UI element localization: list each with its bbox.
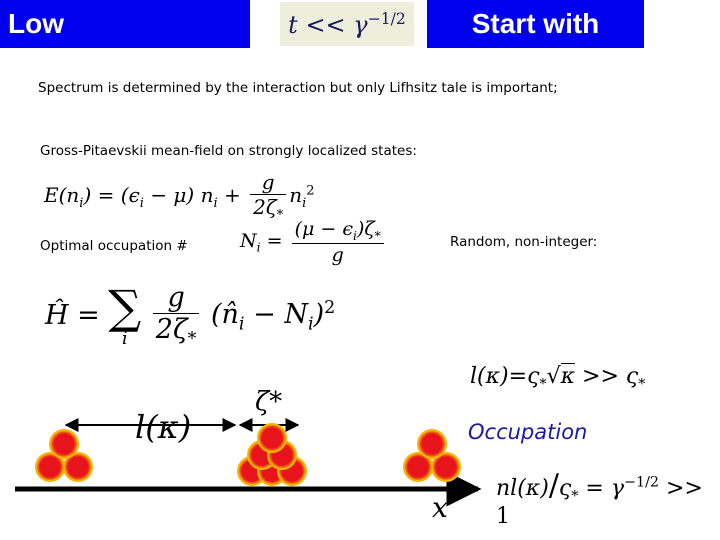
occupation-label: Occupation [468, 420, 588, 444]
length-label: l(κ) [135, 408, 192, 446]
header-formula: $t << \gamma^{-1/2}$ [280, 2, 414, 46]
x-axis-label: x [432, 491, 448, 524]
particle-cluster-center [238, 424, 306, 485]
length-equation: $l(\kappa)=\varsigma_*√\kappa >> \varsigma_*$ [470, 364, 646, 393]
gp-text: Gross-Pitaevskii mean-field on strongly localized states: [40, 143, 417, 159]
spectrum-text: Spectrum is determined by the interaction but only Lifhsitz tale is important; [38, 80, 558, 96]
particle-cluster-left [36, 430, 92, 481]
zeta-label: ζ* [255, 387, 283, 417]
random-label: Random, non-integer: [450, 234, 598, 250]
hamiltonian-equation: Ĥ = ∑ i $\frac{g}{2\zeta_*}$ $(n̂_i - N_i)^2$ [45, 279, 336, 350]
energy-equation: $E(n_i) = (\epsilon_i - \mu) n_i$ + $\frac{g}{2\zeta_*}$ $n_i^2$ [44, 170, 315, 223]
header-title-left: Low [0, 0, 250, 48]
condition-equation: $nl(\kappa)/\varsigma_* = \gamma^{-1/2} >> 1$ [496, 468, 703, 530]
header-title-right: Start with [427, 0, 644, 48]
optimal-occupation-label: Optimal occupation # [40, 238, 188, 254]
particle-cluster-right [404, 430, 460, 481]
optimal-n-equation: $N_i$ = $\frac{(\mu - \epsilon_i)\zeta_*}{g}$ [240, 218, 387, 266]
